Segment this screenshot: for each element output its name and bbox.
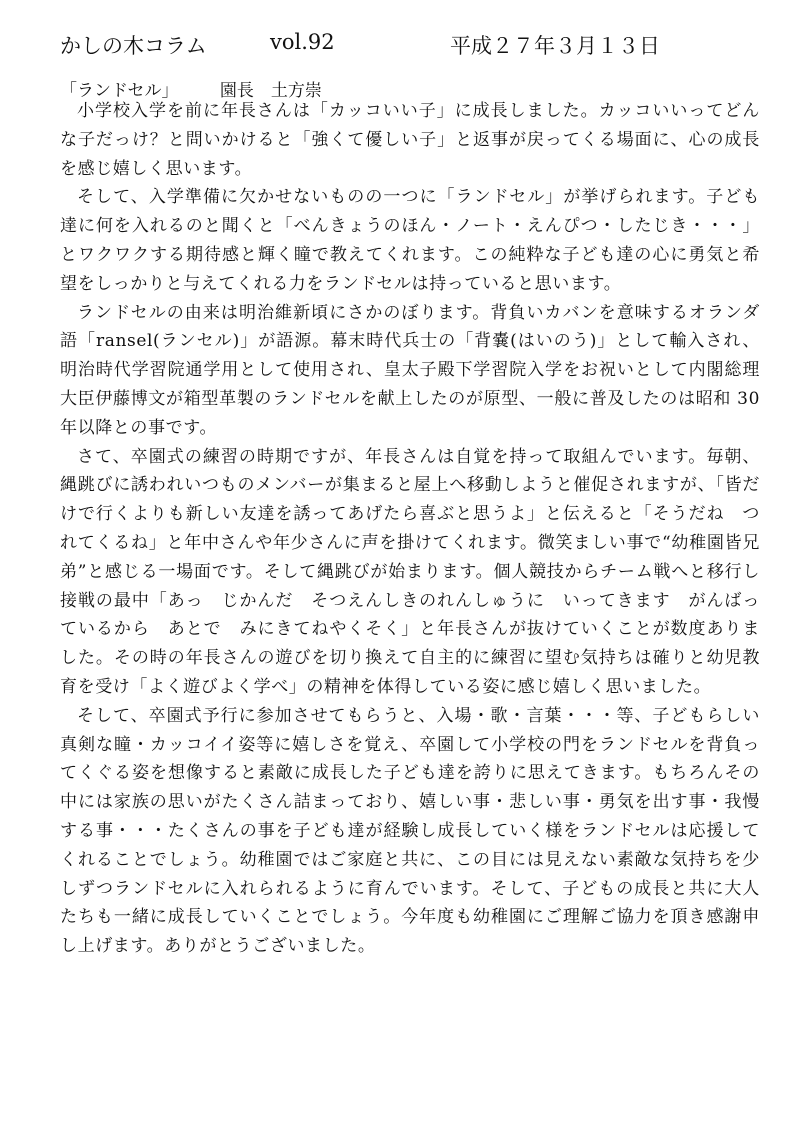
volume-number: vol.92 [270,30,335,54]
paragraph: さて、卒園式の練習の時期ですが、年長さんは自覚を持って取組んでいます。毎朝、縄跳びに誘われいつものメンバーが集まると屋上へ移動しようと催促されますが、「皆だけで行くよりも新しい友達を誘ってあげたら喜ぶと思うよ」と伝えると「そうだね つれてくるね」と年中さんや年少さんに声を掛けてくれます。微笑ましい事で“幼稚園皆兄弟”と感じる一場面です。そして縄跳びが始まります。個人競技からチーム戦へと移行し接戦の最中「あっ じかんだ そつえんしきのれんしゅうに いってきます がんばっているから あとで みにきてねやくそく」と年長さんが抜けていくことが数度ありました。その時の年長さんの遊びを切り換えて自主的に練習に望む気持ちは確りと幼児教育を受け「よく遊びよく学べ」の精神を体得している姿に感じ嬉しく思いました。 [60,446,760,697]
article-author: 園長 土方崇 [219,81,322,101]
paragraph: 小学校入学を前に年長さんは「カッコいい子」に成長しました。カッコいいってどんな子だっけ？と問いかけると「強くて優しい子」と返事が戻ってくる場面に、心の成長を感じ嬉しく思います。 [60,101,760,179]
publication-date: 平成２７年３月１３日 [450,34,660,58]
paragraph: ランドセルの由来は明治維新頃にさかのぼります。背負いカバンを意味するオランダ語「ransel(ランセル)」が語源。幕末時代兵士の「背嚢(はいのう)」として輸入され、明治時代学習院通学用として使用され、皇太子殿下学習院入学をお祝いとして内閣総理大臣伊藤博文が箱型革製のランドセルを献上したのが原型、一般に普及したのは昭和 30 年以降との事です。 [60,302,760,438]
column-header [60,30,760,64]
paragraph: そして、入学準備に欠かせないものの一つに「ランドセル」が挙げられます。子ども達に何を入れるのと聞くと「べんきょうのほん・ノート・えんぴつ・したじき・・・」とワクワクする期待感と輝く瞳で教えてくれます。この純粋な子ども達の心に勇気と希望をしっかりと与えてくれる力をランドセルは持っていると思います。 [60,187,760,294]
column-title: かしの木コラム [60,34,207,58]
article-body [60,97,760,961]
paragraph: そして、卒園式予行に参加させてもらうと、入場・歌・言葉・・・等、子どもらしい真剣な瞳・カッコイイ姿等に嬉しさを覚え、卒園して小学校の門をランドセルを背負ってくぐる姿を想像すると素敵に成長した子ども達を誇りに思えてきます。もちろんその中には家族の思いがたくさん詰まっており、嬉しい事・悲しい事・勇気を出す事・我慢する事・・・たくさんの事を子ども達が経験し成長していく様をランドセルは応援してくれることでしょう。幼稚園ではご家庭と共に、この目には見えない素敵な気持ちを少しずつランドセルに入れられるように育んでいます。そして、子どもの成長と共に大人たちも一緒に成長していくことでしょう。今年度も幼稚園にご理解ご協力を頂き感謝申し上げます。ありがとうございました。 [60,705,760,957]
article-title: 「ランドセル」 [60,81,179,101]
